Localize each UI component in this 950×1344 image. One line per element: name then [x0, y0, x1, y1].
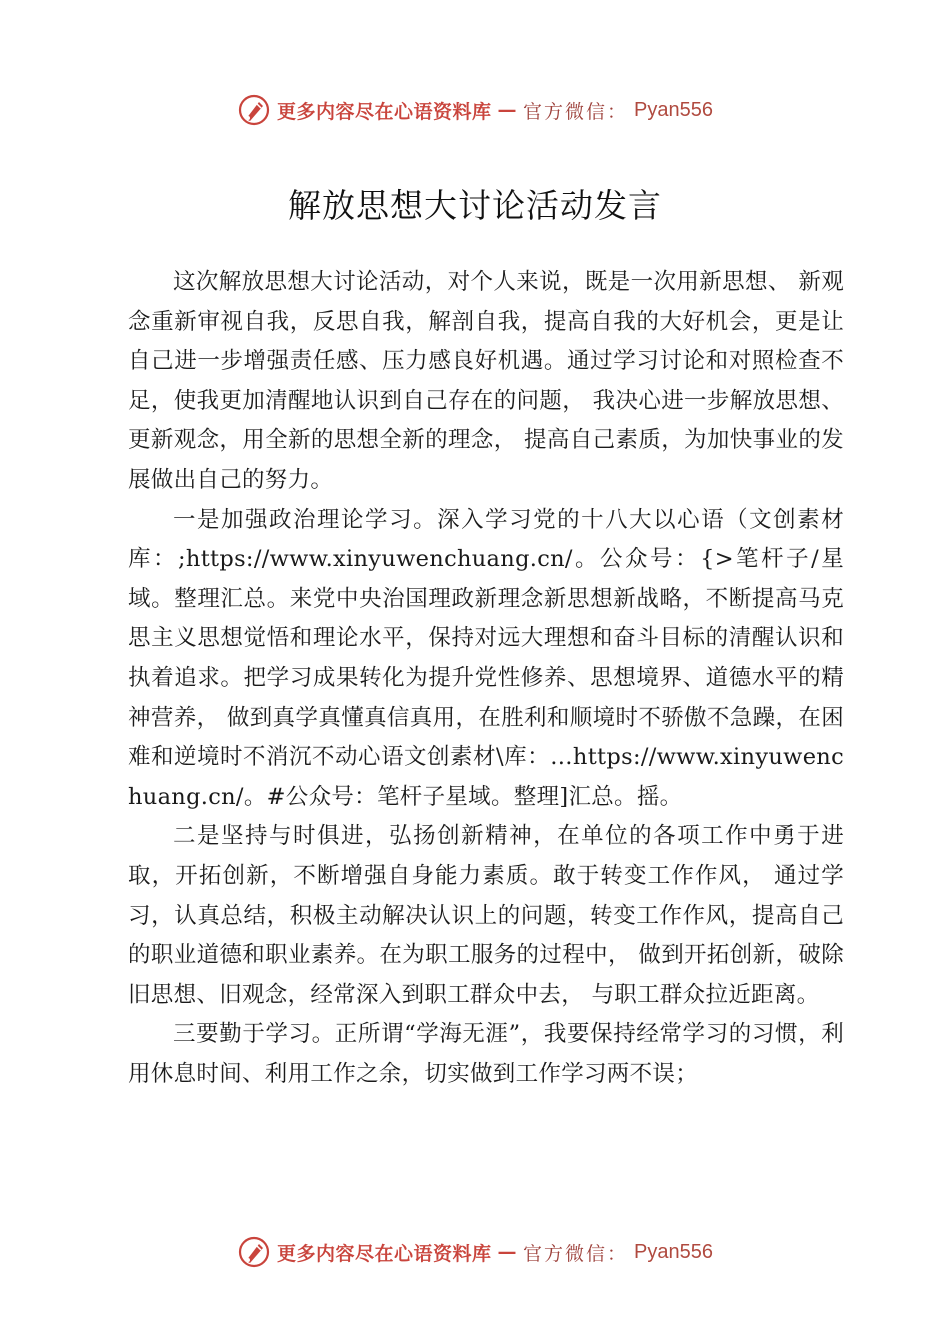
- banner-slogan: 更多内容尽在心语资料库: [277, 1242, 492, 1265]
- banner-wechat-label: 官方微信：: [523, 100, 629, 123]
- banner-dash: —: [497, 99, 518, 121]
- header-banner: [0, 90, 950, 130]
- pen-nib-logo-icon: [237, 1235, 271, 1269]
- pen-nib-logo-icon: [237, 93, 271, 127]
- paragraph-point-two: 二是坚持与时俱进，弘扬创新精神，在单位的各项工作中勇于进取，开拓创新，不断增强自身能力素质。敢于转变工作作风， 通过学习，认真总结，积极主动解决认识上的问题，转变工作作风，提高自己的职业道德和职业素养。在为职工服务的过程中， 做到开拓创新，破除旧思想、旧观念，经常深入到职工群众中去， 与职工群众拉近距离。: [128, 823, 844, 1008]
- document-body: [128, 263, 844, 1094]
- paragraph-point-three: 三要勤于学习。正所谓“学海无涯”，我要保持经常学习的习惯，利用休息时间、利用工作之余，切实做到工作学习两不误；: [128, 1021, 844, 1087]
- banner-wechat-label: 官方微信：: [523, 1242, 629, 1265]
- paragraph-intro: 这次解放思想大讨论活动，对个人来说，既是一次用新思想、 新观念重新审视自我，反思自我，解剖自我，提高自我的大好机会，更是让自己进一步增强责任感、压力感良好机遇。通过学习讨论和对照检查不足，使我更加清醒地认识到自己存在的问题， 我决心进一步解放思想、更新观念，用全新的思想全新的理念， 提高自己素质，为加快事业的发展做出自己的努力。: [128, 269, 844, 493]
- banner-wechat-id: Pyan556: [634, 1240, 713, 1263]
- paragraph-point-one: 一是加强政治理论学习。深入学习党的十八大以心语（文创素材库：;https://www.xinyuwenchuang.cn/。公众号：{>笔杆子/星域。整理汇总。来党中央治国理政新理念新思想新战略，不断提高马克思主义思想觉悟和理论水平，保持对远大理想和奋斗目标的清醒认识和执着追求。把学习成果转化为提升党性修养、思想境界、道德水平的精神营养， 做到真学真懂真信真用，在胜利和顺境时不骄傲不急躁，在困难和逆境时不消沉不动心语文创素材\库：…https://www.xinyuwenchuang.cn/。#公众号：笔杆子星域。整理]汇总。摇。: [128, 506, 844, 810]
- footer-banner: [0, 1232, 950, 1272]
- document-title: 解放思想大讨论活动发言: [288, 186, 662, 225]
- banner-slogan: 更多内容尽在心语资料库: [277, 100, 492, 123]
- banner-dash: —: [497, 1241, 518, 1263]
- banner-wechat-id: Pyan556: [634, 98, 713, 121]
